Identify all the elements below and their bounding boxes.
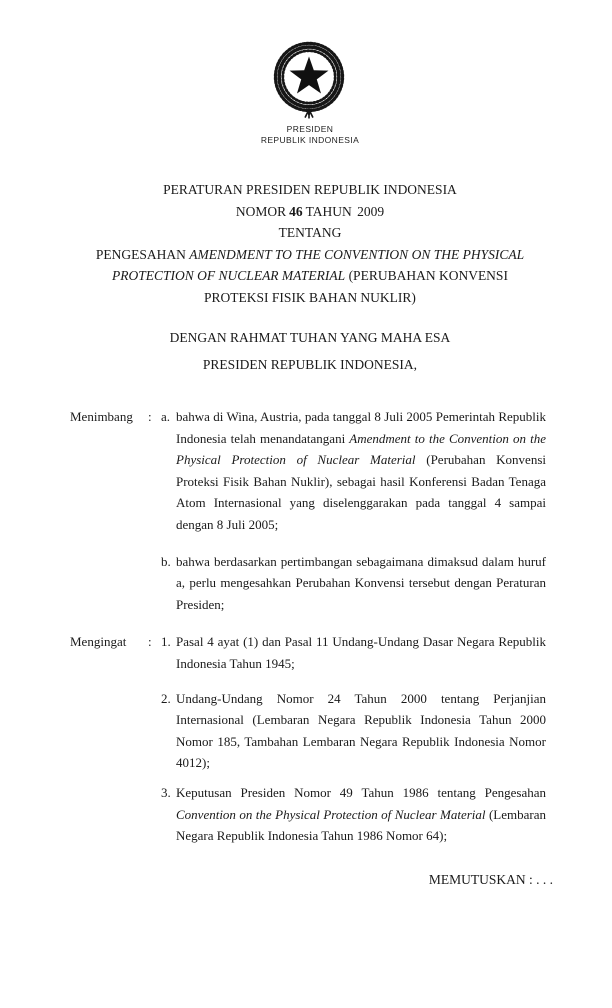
item-marker: 3.	[161, 784, 171, 800]
item-marker: 1.	[161, 634, 171, 650]
preamble-motto-block	[4, 327, 612, 376]
title-line-nomor	[4, 201, 612, 223]
text-plain: bahwa berdasarkan pertimbangan sebagaimana dimaksud dalam huruf a, perlu mengesahkan Perubahan Konvensi tersebut dengan Peraturan Presiden;	[176, 553, 546, 612]
regulation-title	[4, 179, 612, 309]
item-marker: a.	[161, 409, 171, 424]
presidential-seal-icon	[268, 36, 350, 126]
item-text	[176, 782, 546, 847]
legal-basis-item-1	[70, 631, 546, 674]
legal-basis-item-3	[70, 782, 546, 847]
item-text	[176, 406, 546, 536]
subject-italic: AMENDMENT TO THE CONVENTION ON THE PHYSICAL	[189, 246, 525, 262]
authority-line: PRESIDEN REPUBLIK INDONESIA,	[202, 356, 418, 372]
consideration-item-a	[70, 406, 546, 536]
item-text	[176, 551, 546, 616]
menimbang-colon: :	[148, 409, 152, 424]
document-body	[70, 406, 546, 847]
subject-plain: PENGESAHAN	[95, 246, 190, 262]
institution-line-presiden: PRESIDEN	[286, 124, 334, 134]
consideration-item-b	[70, 551, 546, 616]
text-plain: bahwa di Wina, Austria, pada tanggal 8 Juli 2005 Pemerintah Republik Indonesia telah menandatangani	[176, 409, 546, 446]
legal-basis-item-2	[70, 688, 546, 774]
text-plain: Keputusan Presiden Nomor 49 Tahun 1986 tentang Pengesahan	[176, 784, 546, 800]
title-subject-line3: PROTEKSI FISIK BAHAN NUKLIR)	[204, 289, 416, 305]
nomor-number: 46	[289, 203, 303, 219]
institution-name	[4, 124, 612, 145]
item-marker: 2.	[161, 690, 171, 706]
nomor-suffix: TAHUN 2009	[305, 203, 385, 219]
text-plain: Pasal 4 ayat (1) dan Pasal 11 Undang-Undang Dasar Negara Republik Indonesia Tahun 1945;	[176, 634, 546, 671]
text-plain: (Lembaran Negara Republik Indonesia Tahun 1986 Nomor 64);	[176, 806, 546, 844]
text-plain: Undang-Undang Nomor 24 Tahun 2000 tentang Perjanjian Internasional (Lembaran Negara Republik Indonesia Tahun 2000 Nomor 185, Tambahan Lembaran Negara Republik Indonesia Nomor 4012);	[176, 690, 546, 771]
title-line-tentang: TENTANG	[278, 225, 342, 241]
text-italic: Amendment to the Convention on the Physical Protection of Nuclear Material	[176, 430, 546, 468]
menimbang-label: Menimbang	[70, 409, 133, 424]
item-text	[176, 631, 546, 674]
title-subject-line2	[4, 265, 612, 287]
title-subject-line1	[4, 244, 612, 266]
item-text	[176, 688, 546, 774]
text-italic: Convention on the Physical Protection of Nuclear Material	[176, 806, 486, 822]
nomor-prefix: NOMOR	[235, 203, 287, 219]
item-marker: b.	[161, 553, 171, 569]
subject-plain: (PERUBAHAN KONVENSI	[345, 268, 508, 284]
mengingat-colon: :	[148, 634, 152, 650]
memutuskan-catchword: MEMUTUSKAN : . . .	[428, 872, 553, 887]
subject-italic: PROTECTION OF NUCLEAR MATERIAL	[112, 268, 346, 284]
motto-line: DENGAN RAHMAT TUHAN YANG MAHA ESA	[169, 330, 451, 345]
mengingat-label: Mengingat	[70, 634, 127, 650]
text-plain: (Perubahan Konvensi Proteksi Fisik Bahan Nuklir), sebagai hasil Konferensi Badan Tenaga Atom Internasional yang diselenggarakan pada tanggal 4 sampai dengan 8 Juli 2005;	[176, 452, 546, 532]
institution-line-republik: REPUBLIK INDONESIA	[260, 134, 360, 145]
title-line-peraturan: PERATURAN PRESIDEN REPUBLIK INDONESIA	[163, 182, 457, 197]
